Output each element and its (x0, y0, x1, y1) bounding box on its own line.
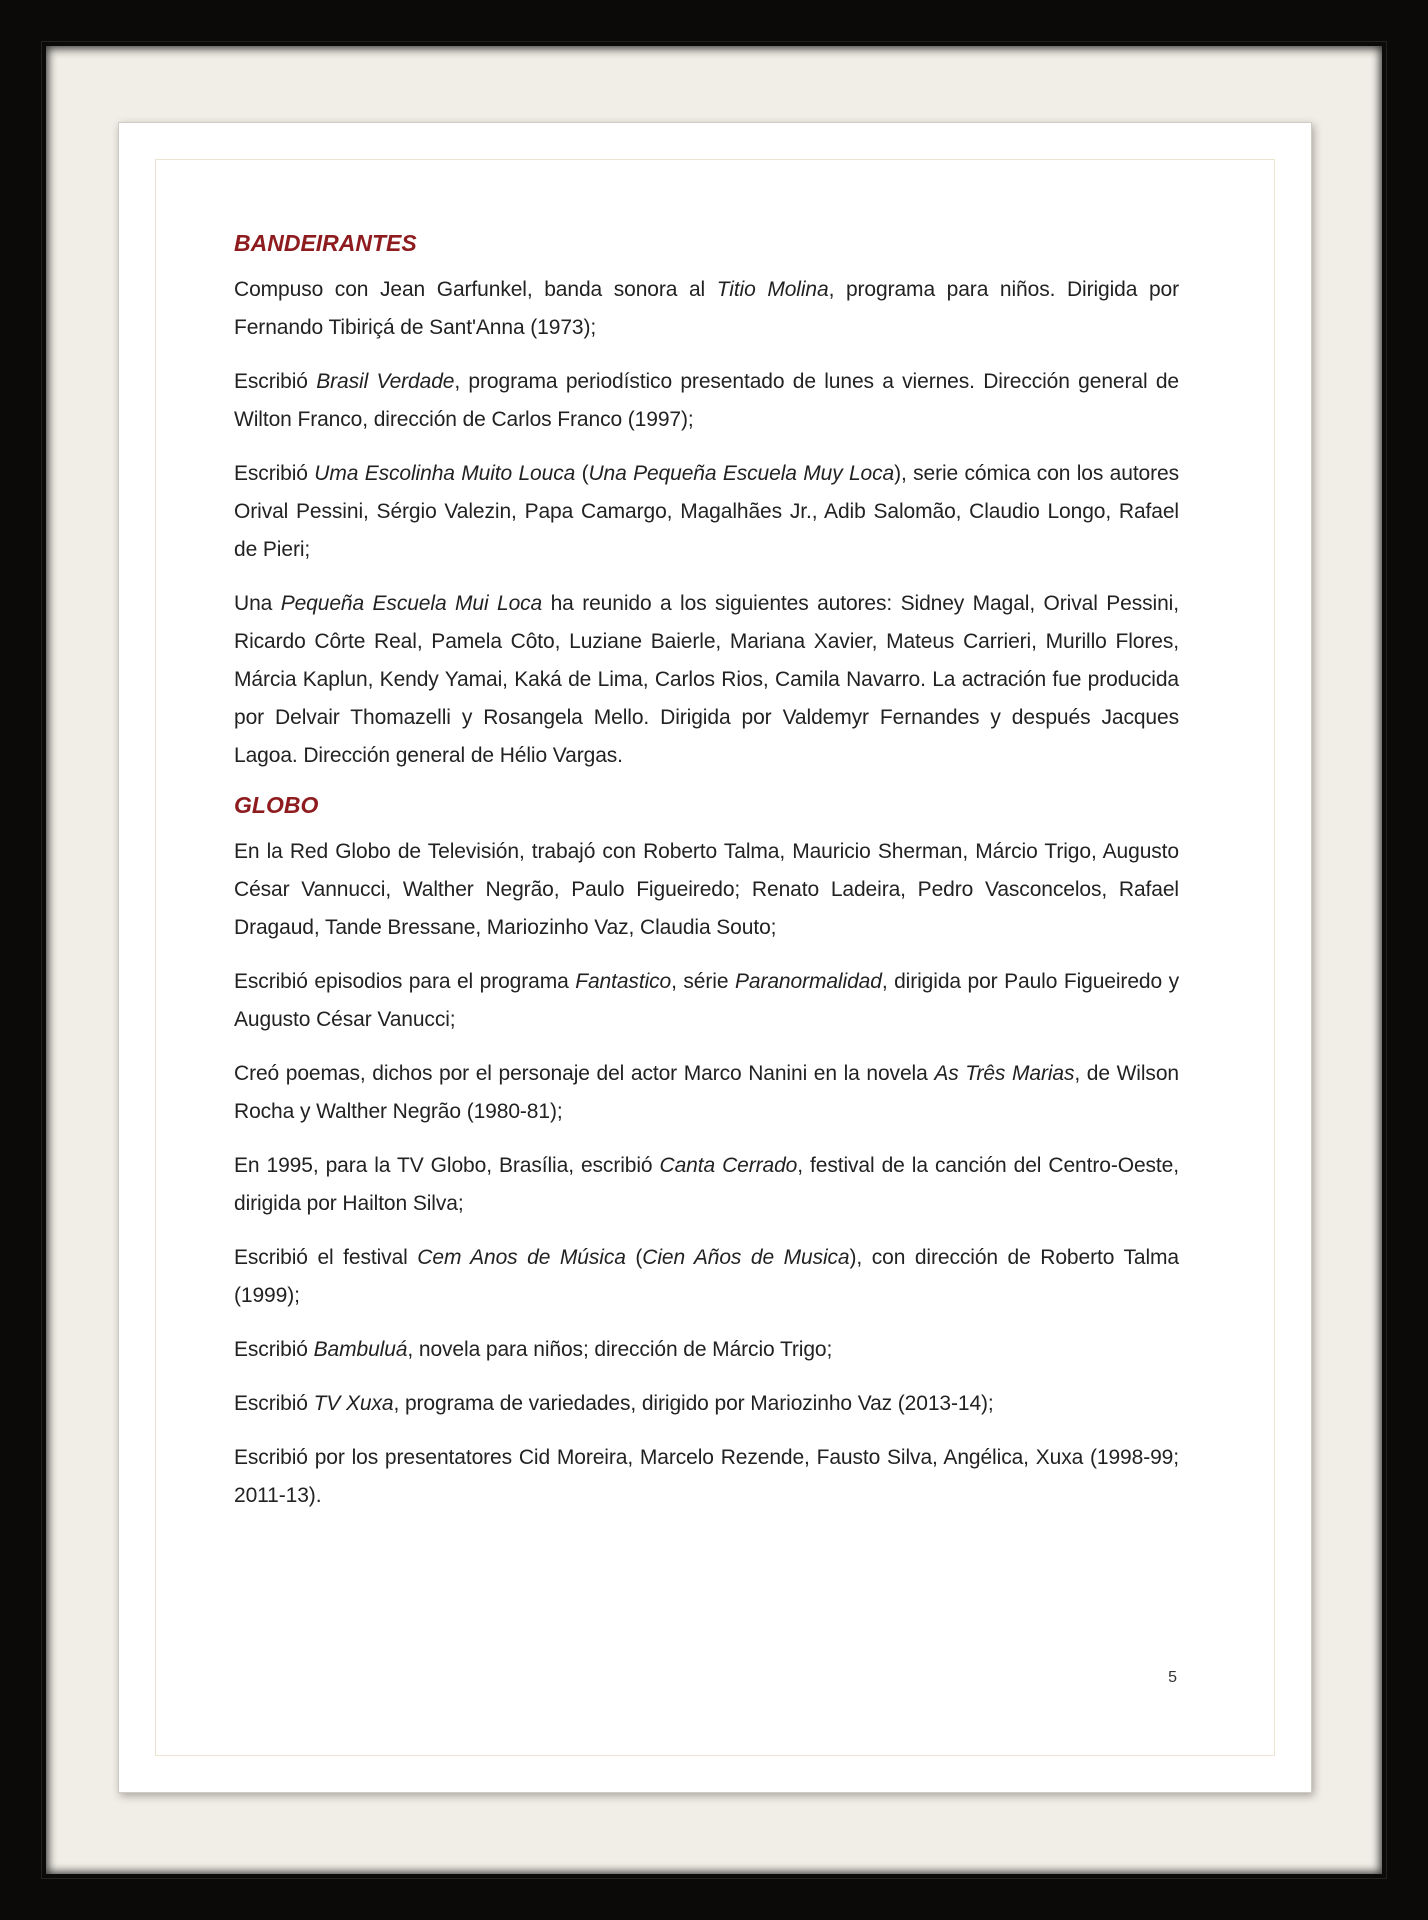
work-title-italic: Titio Molina (716, 278, 829, 301)
text-run: ), serie cómica con los autores Orival Pessini, Sérgio Valezin, Papa Camargo, Magalhães Jr., Adib Salomão, Claudio Longo, Rafael de Pieri; (234, 462, 1180, 561)
section-heading-globo: GLOBO (234, 792, 319, 818)
text-run: , dirigida por Paulo Figueiredo y Augusto César Vanucci; (234, 970, 1179, 1031)
work-title-italic: As Três Marias (934, 1062, 1075, 1085)
text-run: ( (575, 462, 589, 485)
text-run: Escribió (234, 1338, 314, 1361)
text-run: En 1995, para la TV Globo, Brasília, escribió (234, 1154, 660, 1177)
text-run: Escribió episodios para el programa (234, 970, 576, 993)
text-run: , festival de la canción del Centro-Oeste, dirigida por Hailton Silva; (234, 1154, 1179, 1215)
text-run: , de Wilson Rocha y Walther Negrão (1980-81); (234, 1062, 1179, 1123)
work-title-italic: Uma Escolinha Muito Louca (314, 462, 576, 485)
work-title-italic: Cien Años de Musica (642, 1246, 850, 1269)
paragraph (234, 833, 1179, 947)
work-title-italic: Paranormalidad (734, 970, 882, 993)
text-run: Escribió (234, 370, 317, 393)
work-title-italic: TV Xuxa (313, 1392, 394, 1415)
text-run: En la Red Globo de Televisión, trabajó con Roberto Talma, Mauricio Sherman, Márcio Trigo, Augusto César Vannucci, Walther Negrão, Paulo Figueiredo; Renato Ladeira, Pedro Vasconcelos, Rafael Dragaud, Tande Bressane, Mariozinho Vaz, Claudia Souto; (234, 840, 1179, 939)
text-run: Creó poemas, dichos por el personaje del actor Marco Nanini en la novela (234, 1062, 935, 1085)
text-run: , programa para niños. Dirigida por Fernando Tibiriçá de Sant'Anna (1973); (234, 278, 1180, 339)
work-title-italic: Bambuluá (313, 1338, 408, 1361)
text-run: Escribió por los presentatores Cid Moreira, Marcelo Rezende, Fausto Silva, Angélica, Xuxa (1998-99; 2011-13). (234, 1446, 1179, 1507)
text-run: Escribió (234, 462, 315, 485)
paragraph (234, 585, 1179, 775)
section-heading-bandeirantes: BANDEIRANTES (234, 230, 417, 256)
text-run: Escribió el festival (234, 1246, 418, 1269)
text-run: ( (625, 1246, 643, 1269)
paragraph (234, 271, 1179, 347)
text-run: , novela para niños; dirección de Márcio Trigo; (407, 1338, 833, 1361)
paragraph (234, 455, 1179, 569)
work-title-italic: Una Pequeña Escuela Muy Loca (588, 462, 895, 485)
document-content (234, 229, 1179, 1531)
text-run: Compuso con Jean Garfunkel, banda sonora al (234, 278, 717, 301)
paragraph (234, 1239, 1179, 1315)
text-run: ha reunido a los siguientes autores: Sidney Magal, Orival Pessini, Ricardo Côrte Real, Pamela Côto, Luziane Baierle, Mariana Xavier, Mateus Carrieri, Murillo Flores, Márcia Kaplun, Kendy Yamai, Kaká de Lima, Carlos Rios, Camila Navarro. La actración fue producida por Delvair Thomazelli y Rosangela Mello. Dirigida por Valdemyr Fernandes y después Jacques Lagoa. Dirección general de Hélio Vargas. (234, 592, 1179, 767)
work-title-italic: Pequeña Escuela Mui Loca (280, 592, 543, 615)
text-run: , série (671, 970, 735, 993)
work-title-italic: Fantastico (575, 970, 672, 993)
work-title-italic: Brasil Verdade (316, 370, 455, 393)
paragraph (234, 1055, 1179, 1131)
paragraph (234, 1147, 1179, 1223)
matte (46, 46, 1382, 1874)
page-number: 5 (1168, 1669, 1177, 1686)
text-run: Una (234, 592, 281, 615)
text-run: , programa periodístico presentado de lunes a viernes. Dirección general de Wilton Franco, dirección de Carlos Franco (1997); (234, 370, 1179, 431)
text-run: Escribió (234, 1392, 314, 1415)
paragraph (234, 963, 1179, 1039)
text-run: ), con dirección de Roberto Talma (1999); (234, 1246, 1179, 1307)
paragraph (234, 363, 1179, 439)
paragraph (234, 1331, 1179, 1369)
document-page (118, 122, 1312, 1793)
paragraph (234, 1439, 1179, 1515)
work-title-italic: Canta Cerrado (659, 1154, 798, 1177)
text-run: , programa de variedades, dirigido por Mariozinho Vaz (2013-14); (393, 1392, 994, 1415)
work-title-italic: Cem Anos de Música (417, 1246, 626, 1269)
paragraph (234, 1385, 1179, 1423)
